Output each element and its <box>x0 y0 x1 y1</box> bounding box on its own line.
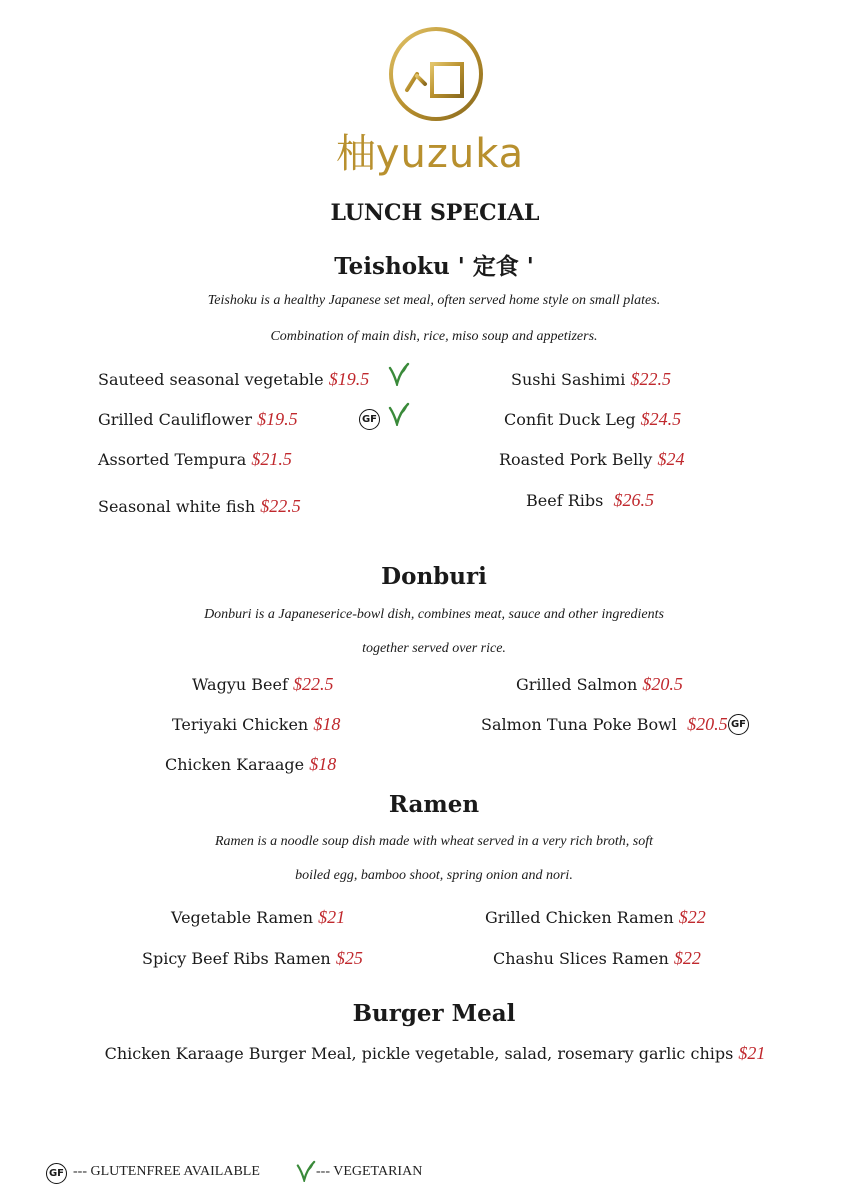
menu-item: Salmon Tuna Poke Bowl $20.5 <box>481 714 728 734</box>
menu-item: Assorted Tempura $21.5 <box>98 449 292 469</box>
ramen-description-1: Ramen is a noodle soup dish made with wheat served in a very rich broth, soft <box>214 834 654 849</box>
item-price: $19.5 <box>328 369 370 389</box>
item-price: $26.5 <box>613 490 654 510</box>
brand-name: yuzuka <box>375 131 525 177</box>
item-price: $24 <box>657 449 685 469</box>
page-title: LUNCH SPECIAL <box>330 200 540 226</box>
menu-item: Vegetable Ramen $21 <box>171 907 346 927</box>
teishoku-description-2: Combination of main dish, rice, miso soup and appetizers. <box>270 329 598 344</box>
item-price: $22.5 <box>630 369 671 389</box>
menu-item: Grilled Salmon $20.5 <box>516 674 683 694</box>
teishoku-title: Teishoku ' 定食 ' <box>334 253 534 280</box>
menu-item: Beef Ribs $26.5 <box>526 490 654 510</box>
vegetarian-leaf-icon <box>388 402 410 426</box>
item-price: $18 <box>309 754 337 774</box>
item-price: $24.5 <box>640 409 682 429</box>
item-price: $22 <box>678 907 706 927</box>
brand-kanji: 柚 <box>335 131 376 177</box>
item-price: $22 <box>673 948 701 968</box>
menu-item: Grilled Cauliflower $19.5 <box>98 409 298 429</box>
gluten-free-icon: GF <box>46 1163 67 1184</box>
burger-title: Burger Meal <box>352 1000 516 1027</box>
gluten-free-icon: GF <box>728 714 749 735</box>
menu-item: Sauteed seasonal vegetable $19.5 <box>98 369 370 389</box>
brand-wordmark <box>0 122 860 179</box>
item-price: $21.5 <box>251 449 292 469</box>
vegetarian-leaf-icon <box>296 1160 316 1182</box>
menu-item: Teriyaki Chicken $18 <box>172 714 341 734</box>
item-price: $20.5 <box>687 714 728 734</box>
item-price: $22.5 <box>292 674 334 694</box>
gluten-free-icon: GF <box>359 409 380 430</box>
vegetarian-leaf-icon <box>388 362 410 386</box>
donburi-description-1: Donburi is a Japaneserice-bowl dish, combines meat, sauce and other ingredients <box>204 607 664 622</box>
legend-vegetarian: --- VEGETARIAN <box>316 1164 423 1179</box>
menu-item: Grilled Chicken Ramen $22 <box>485 907 706 927</box>
legend-gluten-free: --- GLUTENFREE AVAILABLE <box>73 1164 260 1179</box>
menu-item: Wagyu Beef $22.5 <box>192 674 334 694</box>
yuzu-logo-icon <box>386 24 486 124</box>
item-price: $20.5 <box>642 674 683 694</box>
item-price: $22.5 <box>260 496 301 516</box>
menu-item: Roasted Pork Belly $24 <box>499 449 685 469</box>
donburi-title: Donburi <box>381 563 487 590</box>
menu-item: Confit Duck Leg $24.5 <box>504 409 682 429</box>
menu-item: Chicken Karaage $18 <box>165 754 337 774</box>
item-price: $21 <box>318 907 346 927</box>
menu-item: Sushi Sashimi $22.5 <box>511 369 671 389</box>
teishoku-description-1: Teishoku is a healthy Japanese set meal, often served home style on small plates. <box>207 293 661 308</box>
item-price: $18 <box>313 714 341 734</box>
menu-item: Chashu Slices Ramen $22 <box>493 948 701 968</box>
item-price: $21 <box>738 1043 766 1063</box>
item-price: $19.5 <box>257 409 298 429</box>
menu-item: Chicken Karaage Burger Meal, pickle vegetable, salad, rosemary garlic chips $21 <box>104 1043 766 1063</box>
menu-item: Seasonal white fish $22.5 <box>98 496 301 516</box>
ramen-description-2: boiled egg, bamboo shoot, spring onion and nori. <box>295 868 573 883</box>
donburi-description-2: together served over rice. <box>362 641 506 656</box>
ramen-title: Ramen <box>388 791 480 818</box>
menu-item: Spicy Beef Ribs Ramen $25 <box>142 948 363 968</box>
item-price: $25 <box>335 948 363 968</box>
